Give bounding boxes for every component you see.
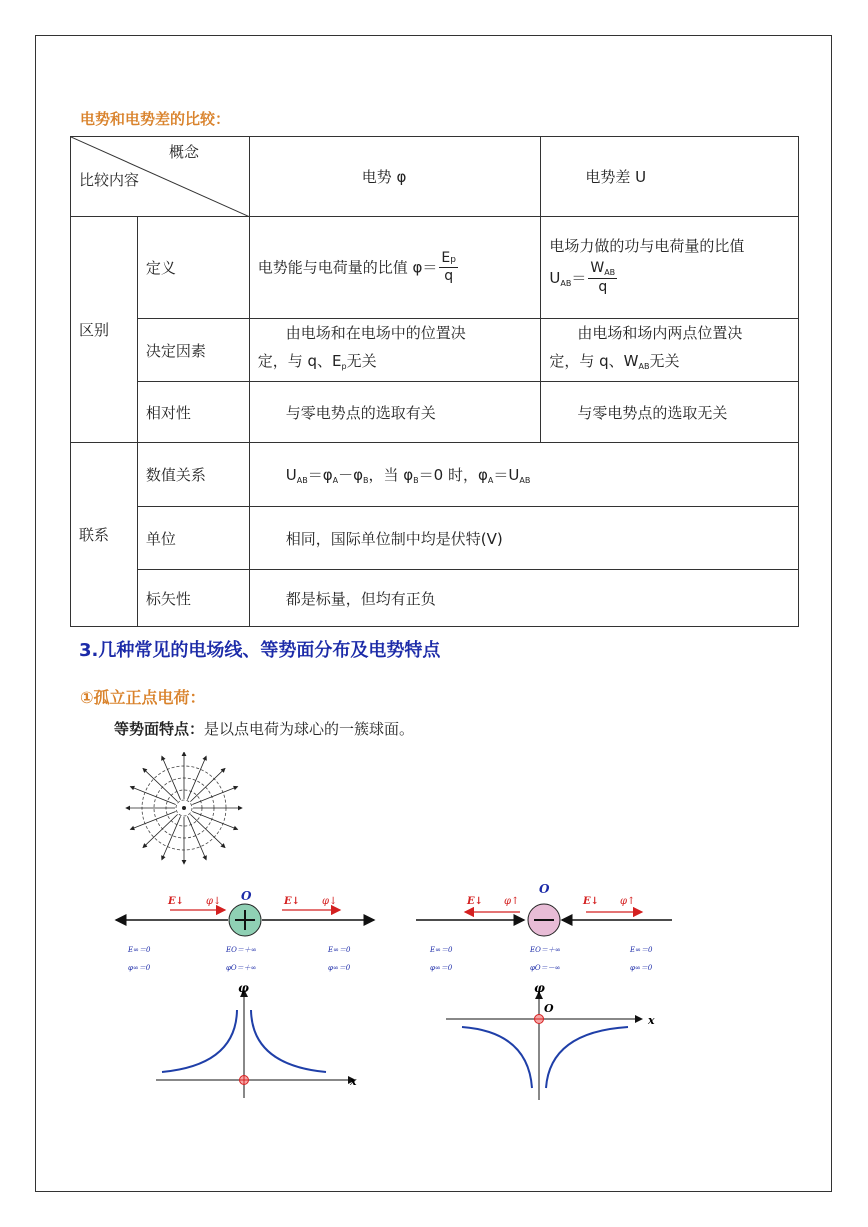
negative-charge-diagram (410, 880, 690, 1110)
e-right-label: E↓ (583, 896, 600, 907)
numeric-relation: $U_{AB}=\varphi_A-\varphi_B$，当 $\varphi_B=0$ 时，$\varphi_A=U_{AB}$ (249, 443, 798, 507)
eo-center: EO＝＋∞ (530, 946, 561, 954)
einf-right: E∞＝0 (328, 946, 351, 954)
definition-u: 电场力做的功与电荷量的比值 $U_{AB}=$ $\frac{W_{AB}}{q}$ (541, 217, 799, 319)
field-ray (162, 816, 181, 859)
sub1-title: ①孤立正点电荷： (80, 688, 206, 707)
comparison-table (70, 136, 799, 627)
factor-u: 由电场和场内两点位置决 定，与 q、$W_{AB}$无关 (541, 319, 799, 382)
e-right-label: E↓ (284, 896, 301, 907)
positive-charge-diagram (110, 880, 390, 1110)
origin-label: O (539, 882, 550, 896)
row-label-factor: 决定因素 (137, 319, 249, 382)
field-ray (192, 811, 237, 829)
field-ray (130, 787, 175, 805)
field-ray (130, 811, 175, 829)
header-diagonal-cell (71, 137, 250, 217)
phi-left-label: φ↑ (504, 896, 520, 907)
origin-label: O (241, 889, 252, 903)
phiinf-left: φ∞＝0 (128, 964, 151, 972)
einf-right: E∞＝0 (630, 946, 653, 954)
row-label-vector: 标矢性 (137, 570, 249, 627)
phio-center: φO＝－∞ (530, 964, 561, 972)
header-u: 电势差 U (541, 137, 799, 217)
potential-curve-left (162, 1010, 237, 1072)
row-label-relative: 相对性 (137, 382, 249, 443)
unit-text: 相同，国际单位制中均是伏特(V) (249, 507, 798, 570)
e-left-label: E↓ (467, 896, 484, 907)
x-axis-label: x (648, 1014, 655, 1027)
row-label-unit: 单位 (137, 507, 249, 570)
field-ray (187, 756, 206, 799)
e-left-label: E↓ (168, 896, 185, 907)
compare-section-title: 电势和电势差的比较： (80, 110, 231, 128)
phi-right-label: φ↑ (620, 896, 636, 907)
field-ray (192, 787, 237, 805)
axis-origin-label: O (544, 1002, 554, 1015)
header-concept: 概念 (169, 143, 200, 161)
einf-left: E∞＝0 (430, 946, 453, 954)
potential-curve-right (251, 1010, 326, 1072)
header-phi: 电势 φ (249, 137, 541, 217)
row-label-definition: 定义 (137, 217, 249, 319)
phi-axis-label: φ (238, 981, 249, 995)
phi-axis-label: φ (534, 981, 545, 995)
phi-right-label: φ↓ (322, 896, 338, 907)
potential-curve-right (546, 1027, 628, 1088)
x-axis-label: x (350, 1075, 357, 1088)
einf-left: E∞＝0 (128, 946, 151, 954)
definition-phi: 电势能与电荷量的比值 φ＝ $\frac{Ep}{q}$ (249, 217, 541, 319)
field-ray (187, 816, 206, 859)
phi-fraction: $\frac{Ep}{q}$ (441, 249, 456, 284)
field-ray (162, 756, 181, 799)
row-label-numeric: 数值关系 (137, 443, 249, 507)
phiinf-right: φ∞＝0 (328, 964, 351, 972)
phiinf-right: φ∞＝0 (630, 964, 653, 972)
phi-left-label: φ↓ (206, 896, 222, 907)
point-charge-field-figure (120, 752, 250, 872)
relative-u: 与零电势点的选取无关 (541, 382, 799, 443)
phio-center: φO＝＋∞ (226, 964, 257, 972)
group-link: 联系 (71, 443, 138, 627)
phiinf-left: φ∞＝0 (430, 964, 453, 972)
section3-title: 3.几种常见的电场线、等势面分布及电势特点 (79, 640, 441, 661)
factor-phi: 由电场和在电场中的位置决 定，与 q、$E_p$无关 (249, 319, 541, 382)
potential-curve-left (462, 1027, 532, 1088)
header-compare: 比较内容 (79, 171, 140, 189)
eo-center: EO＝＋∞ (226, 946, 257, 954)
group-diff: 区别 (71, 217, 138, 443)
equipotential-paragraph: 等势面特点：是以点电荷为球心的一簇球面。 (114, 720, 415, 738)
relative-phi: 与零电势点的选取有关 (249, 382, 541, 443)
u-fraction: $\frac{W_{AB}}{q}$ (590, 259, 616, 295)
vector-text: 都是标量，但均有正负 (249, 570, 798, 627)
